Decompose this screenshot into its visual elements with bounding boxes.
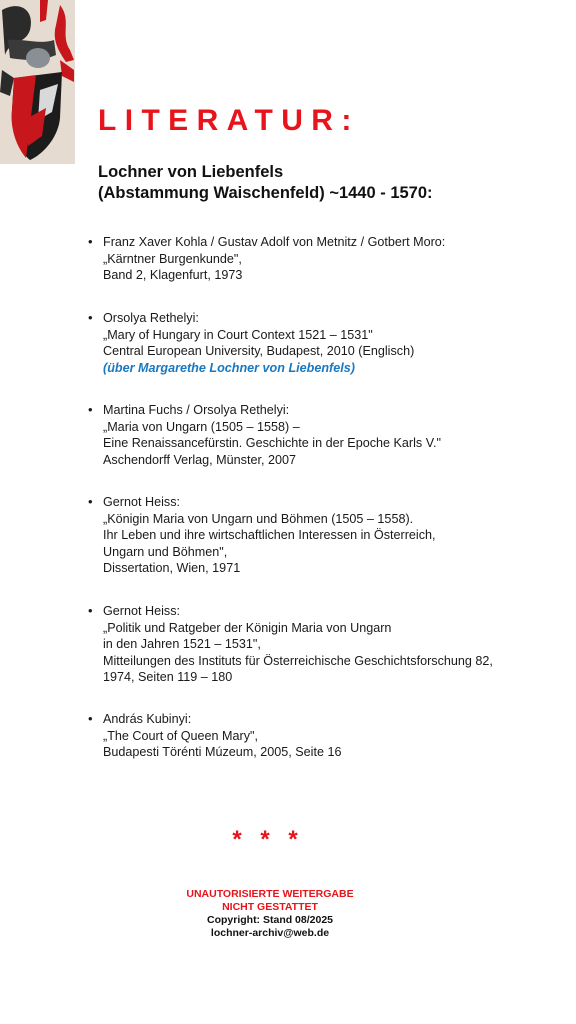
section-divider: * * * (232, 826, 304, 853)
entry-line: Band 2, Klagenfurt, 1973 (103, 268, 243, 282)
copyright-notice: Copyright: Stand 08/2025 (206, 914, 334, 926)
entry-line: Central European University, Budapest, 2010 (Englisch) (103, 344, 415, 358)
entry-line: 1974, Seiten 119 – 180 (103, 670, 233, 684)
bullet-icon: • (88, 711, 93, 726)
copyright-warning: UNAUTORISIERTE WEITERGABE (186, 888, 354, 900)
bullet-icon: • (88, 310, 93, 325)
entry-line: Mitteilungen des Instituts für Österreichische Geschichtsforschung 82, (103, 653, 493, 668)
entry-line: Ungarn und Böhmen", (103, 544, 228, 559)
subtitle-line-2: (Abstammung Waischenfeld) ~1440 - 1570: (98, 184, 433, 202)
contact-email: lochner-archiv@web.de (210, 927, 330, 939)
entry-line: Gernot Heiss: (103, 604, 180, 618)
subtitle-line-1: Lochner von Liebenfels (98, 163, 284, 181)
bullet-icon: • (88, 494, 93, 509)
entry-line: Eine Renaissancefürstin. Geschichte in der Epoche Karls V." (103, 436, 441, 450)
entry-line: Franz Xaver Kohla / Gustav Adolf von Metnitz / Gotbert Moro: (103, 235, 446, 249)
entry-line: Martina Fuchs / Orsolya Rethelyi: (103, 403, 290, 417)
entry-line: Ihr Leben und ihre wirtschaftlichen Interessen in Österreich, (103, 528, 436, 542)
entry-line: „Maria von Ungarn (1505 – 1558) – (103, 419, 300, 434)
entry-note: (über Margarethe Lochner von Liebenfels) (103, 360, 355, 375)
footer (0, 888, 540, 940)
entry-line: Budapesti Törénti Múzeum, 2005, Seite 16 (103, 745, 342, 759)
bullet-icon: • (88, 603, 93, 618)
entry-line: András Kubinyi: (103, 712, 192, 726)
entry-line: „Mary of Hungary in Court Context 1521 – 1531" (103, 327, 373, 342)
entry-line: Dissertation, Wien, 1971 (103, 561, 241, 575)
coat-of-arms-icon (0, 0, 75, 164)
entry-line: „Königin Maria von Ungarn und Böhmen (1505 – 1558). (103, 511, 414, 526)
bullet-icon: • (88, 402, 93, 417)
entry-line: Aschendorff Verlag, Münster, 2007 (103, 452, 296, 467)
entry-line: Gernot Heiss: (103, 495, 180, 509)
page-title: LITERATUR: (98, 104, 360, 137)
bullet-icon: • (88, 234, 93, 249)
entry-line: „Kärntner Burgenkunde", (103, 251, 242, 266)
entry-line: in den Jahren 1521 – 1531", (103, 637, 261, 651)
copyright-warning: NICHT GESTATTET (222, 901, 318, 913)
entry-line: Orsolya Rethelyi: (103, 311, 199, 325)
entry-line: „The Court of Queen Mary", (103, 728, 258, 743)
entry-line: „Politik und Ratgeber der Königin Maria von Ungarn (103, 620, 392, 635)
page-subtitle (98, 162, 433, 204)
